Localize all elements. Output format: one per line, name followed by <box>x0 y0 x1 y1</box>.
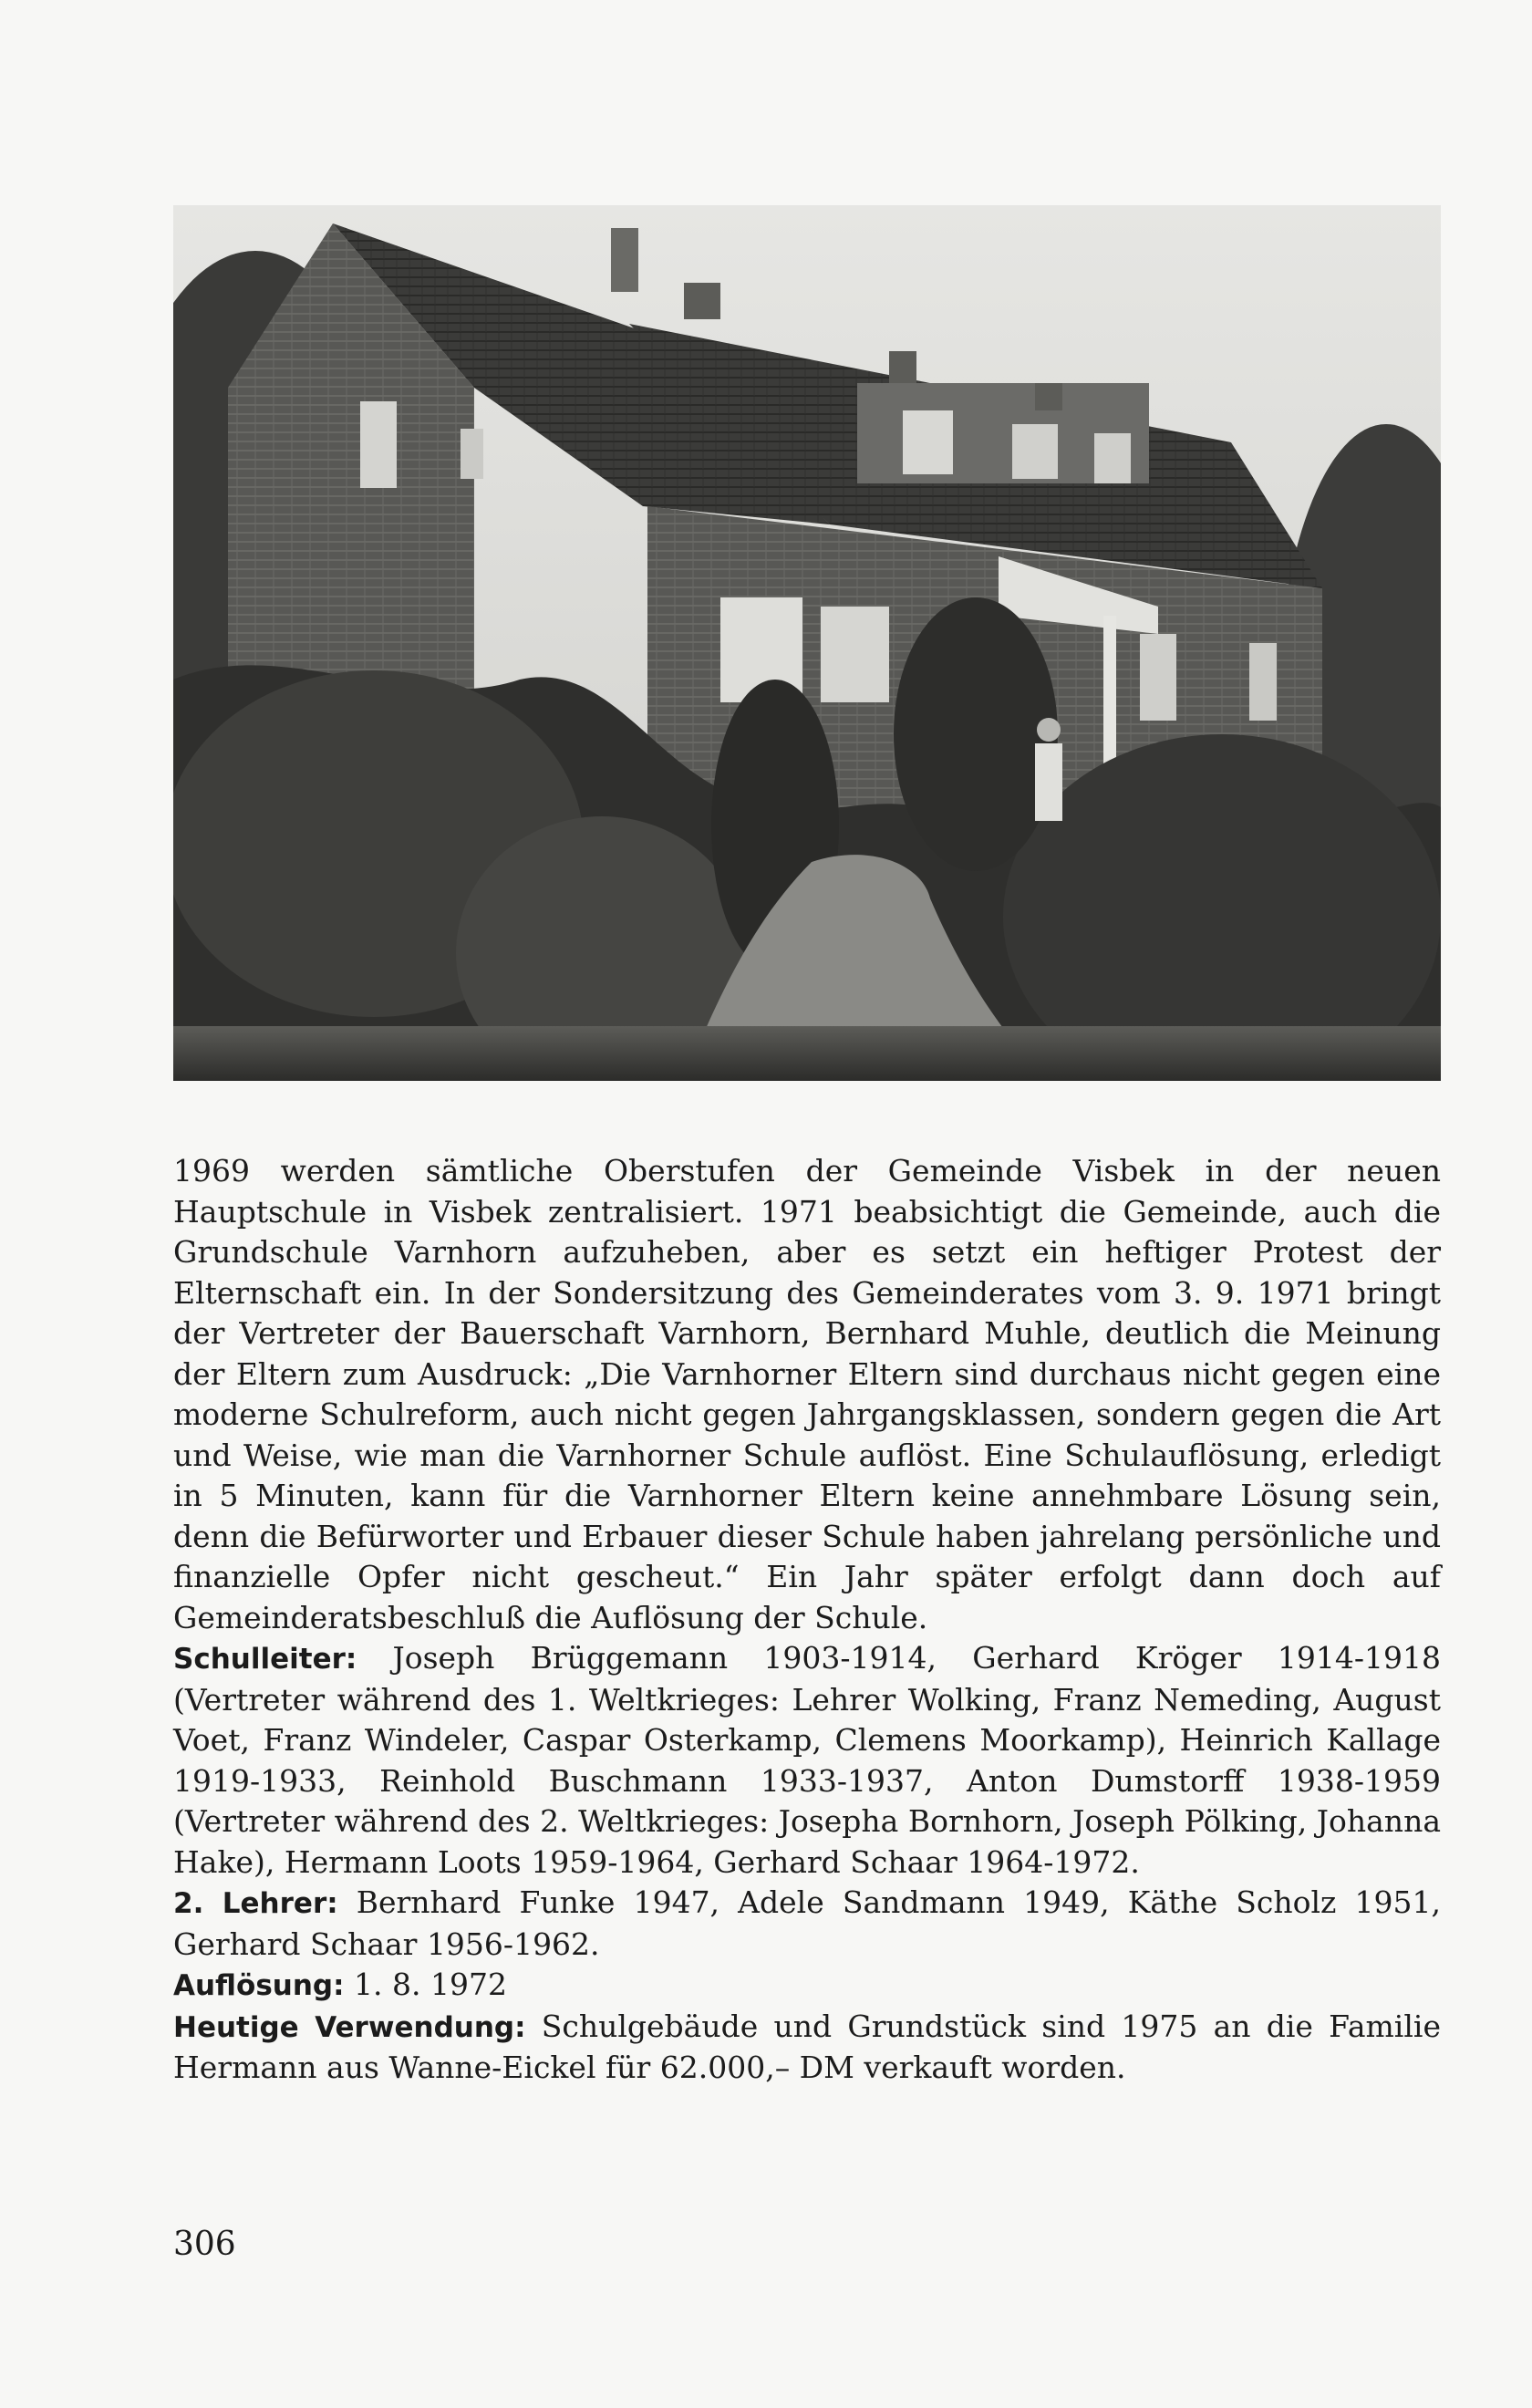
verwendung-entry <box>173 2007 1441 2089</box>
school-building-image <box>173 205 1441 1081</box>
aufloesung-label: Auflösung: <box>173 1969 345 2002</box>
verwendung-text: Schulgebäude und Grundstück sind 1975 an die Familie Hermann aus Wanne-Eickel für 62.000,– DM verkauft worden. <box>173 2008 1442 2085</box>
aufloesung-text: 1. 8. 1972 <box>344 1967 507 2002</box>
schulleiter-label: Schulleiter: <box>173 1643 357 1676</box>
lehrer-label: 2. Lehrer: <box>173 1887 338 1920</box>
verwendung-label: Heutige Verwendung: <box>173 2010 526 2044</box>
lehrer-text: Bernhard Funke 1947, Adele Sandmann 1949, Käthe Scholz 1951, Gerhard Schaar 1956-1962. <box>173 1884 1441 1962</box>
lehrer-entry <box>173 1883 1441 1965</box>
school-building-photo <box>173 205 1441 1081</box>
schulleiter-text: Joseph Brüggemann 1903-1914, Gerhard Kröger 1914-1918 (Vertreter während des 1. Weltkrieges: Lehrer Wolking, Franz Nemeding, August Voet, Franz Windeler, Caspar Osterkamp, Clemens Moorkamp), Heinrich Kallage 1919-1933, Reinhold Buschmann 1933-1937, Anton Dumstorff 1938-1959 (Vertreter während des 2. Weltkrieges: Josepha Bornhorn, Joseph Pölking, Johanna Hake), Hermann Loots 1959-1964, Gerhard Schaar 1964-1972. <box>173 1640 1441 1880</box>
history-paragraph: 1969 werden sämtliche Oberstufen der Gemeinde Visbek in der neuen Hauptschule in Visbek zentralisiert. 1971 beabsichtigt die Gemeinde, auch die Grundschule Varnhorn aufzuheben, aber es setzt ein heftiger Protest der Elternschaft ein. In der Sondersitzung des Gemeinderates vom 3. 9. 1971 bringt der Vertreter der Bauerschaft Varnhorn, Bernhard Muhle, deutlich die Meinung der Eltern zum Ausdruck: „Die Varnhorner Eltern sind durchaus nicht gegen eine moderne Schulreform, auch nicht gegen Jahrgangsklassen, sondern gegen die Art und Weise, wie man die Varnhorner Schule auflöst. Eine Schulauflösung, erledigt in 5 Minuten, kann für die Varnhorner Eltern keine annehmbare Lösung sein, denn die Befürworter und Erbauer dieser Schule haben jahrelang persönliche und finanzielle Opfer nicht gescheut.“ Ein Jahr später erfolgt dann doch auf Gemeinderatsbeschluß die Auflösung der Schule. <box>173 1153 1441 1635</box>
aufloesung-entry <box>173 1965 1441 2007</box>
page-number: 306 <box>173 2226 236 2263</box>
body-text <box>173 1151 1441 2089</box>
schulleiter-entry <box>173 1638 1441 1883</box>
